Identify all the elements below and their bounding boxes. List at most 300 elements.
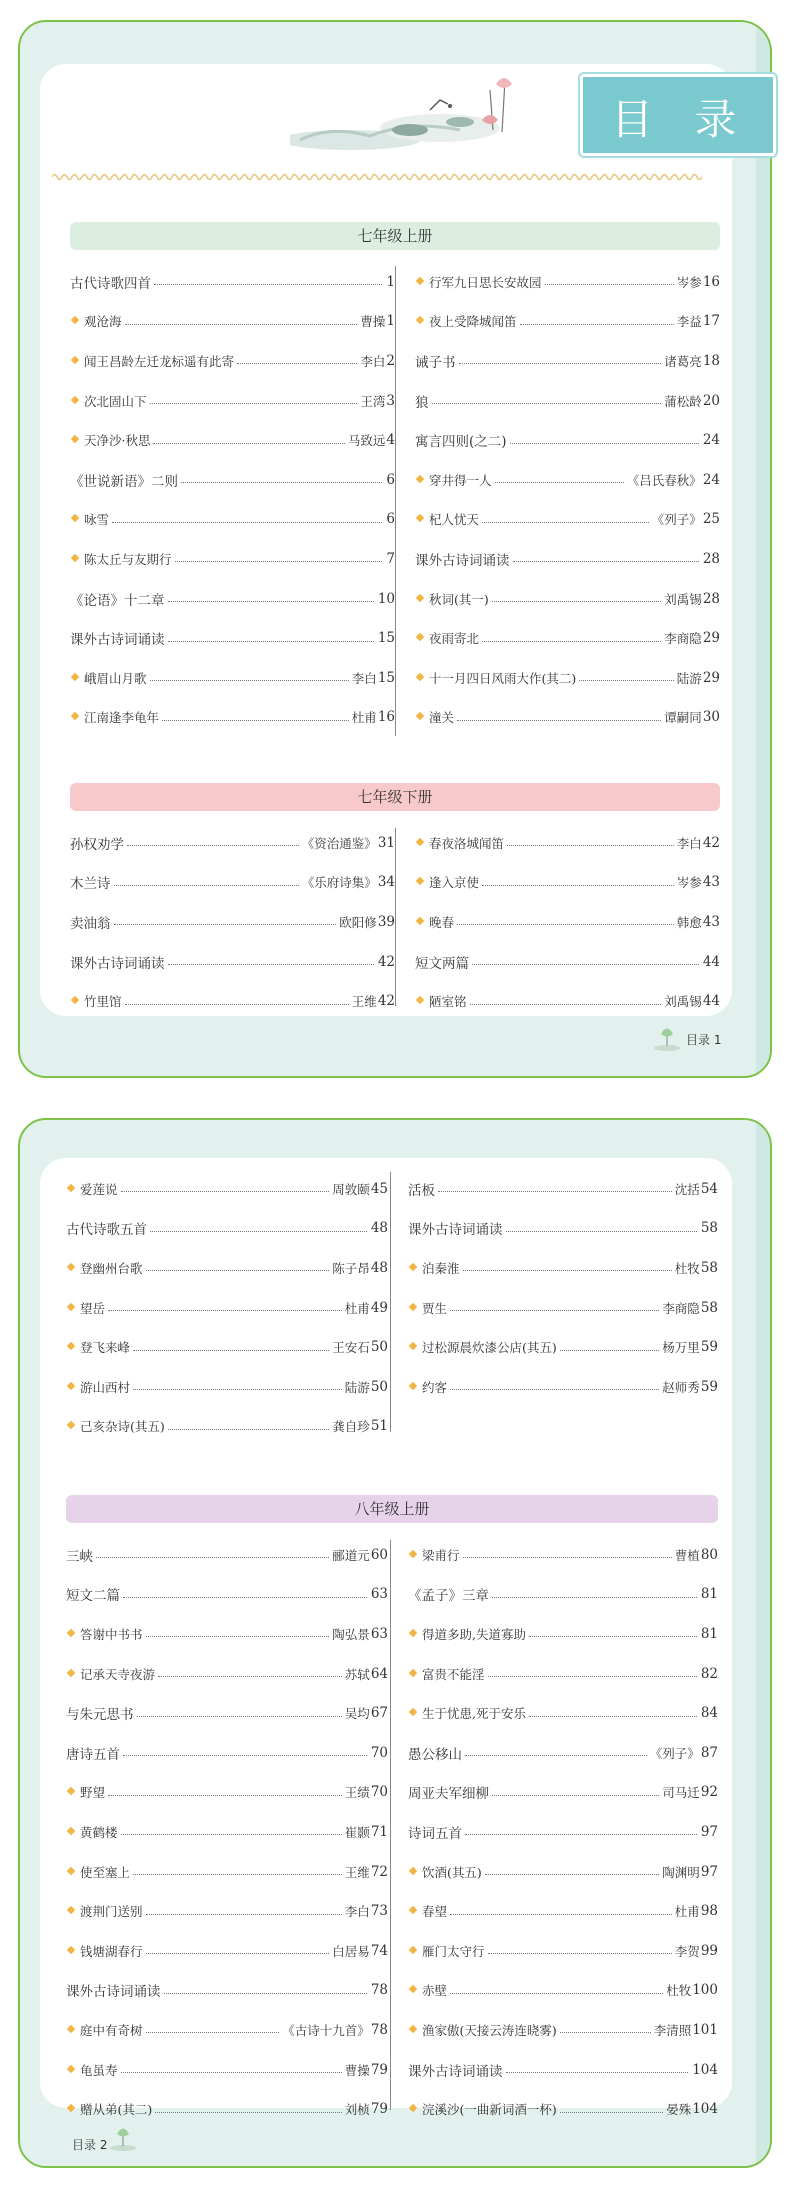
toc-entry[interactable]	[66, 1209, 388, 1249]
entry-page-number: 44	[702, 993, 720, 1010]
entry-title: 课外古诗词诵读	[415, 552, 510, 569]
toc-entry[interactable]	[66, 1327, 388, 1367]
entry-author: 龚自珍	[332, 1419, 370, 1435]
dot-leader	[133, 1350, 329, 1351]
toc-entry[interactable]	[415, 902, 720, 942]
dot-leader	[237, 363, 357, 364]
entry-title: 短文两篇	[415, 955, 469, 972]
entry-author: 李商隐	[662, 1300, 700, 1316]
entry-page-number: 71	[370, 1823, 388, 1840]
toc-entry[interactable]	[70, 902, 395, 942]
entry-author: 杨万里	[662, 1340, 700, 1356]
entry-page-number: 58	[700, 1299, 718, 1316]
toc-entry[interactable]	[70, 381, 395, 421]
dot-leader	[168, 601, 374, 602]
entry-title: 诗词五首	[408, 1825, 462, 1842]
section-band-grade7-vol1	[70, 222, 720, 250]
toc-entry[interactable]	[415, 618, 720, 658]
entry-title: 狼	[415, 394, 429, 411]
toc-entry[interactable]	[408, 1654, 718, 1694]
toc-entry[interactable]	[70, 500, 395, 540]
toc-entry[interactable]	[408, 1971, 718, 2011]
section-title: 八年级上册	[354, 1500, 430, 1518]
entry-title: 晚春	[429, 914, 455, 930]
entry-title: 渡荆门送别	[80, 1904, 143, 1920]
dot-leader	[560, 2032, 651, 2033]
entry-page-number: 98	[700, 1903, 718, 1920]
entry-author: 岑参	[676, 274, 702, 290]
lotus-ink-painting	[290, 70, 560, 160]
toc-entry[interactable]	[408, 1733, 718, 1773]
entry-page-number: 100	[692, 1982, 718, 1999]
dot-leader	[158, 1676, 342, 1677]
entry-title: 富贵不能淫	[422, 1666, 485, 1682]
entry-title: 己亥杂诗(其五)	[80, 1419, 165, 1435]
entry-title: 爱莲说	[80, 1181, 118, 1197]
entry-author: 杜甫	[351, 710, 377, 726]
entry-page-number: 17	[702, 313, 720, 330]
toc-entry[interactable]	[66, 1852, 388, 1892]
entry-title: 答谢中书书	[80, 1626, 143, 1642]
entry-page-number: 104	[692, 2101, 718, 2118]
entry-author: 杜牧	[666, 1983, 692, 1999]
toc-entry[interactable]	[70, 341, 395, 381]
toc-entry[interactable]	[408, 1575, 718, 1615]
entry-author: 陆游	[676, 670, 702, 686]
toc-entry[interactable]	[408, 2089, 718, 2129]
entry-page-number: 4	[386, 432, 395, 449]
dot-leader	[154, 284, 382, 285]
page-number-label: 目录 1	[686, 1033, 722, 1047]
entry-page-number: 16	[377, 709, 395, 726]
dot-leader	[181, 482, 382, 483]
toc-entry[interactable]	[408, 1812, 718, 1852]
entry-page-number: 42	[377, 953, 395, 970]
toc-entry[interactable]	[415, 500, 720, 540]
entry-page-number: 54	[700, 1180, 718, 1197]
toc-entry[interactable]	[70, 698, 395, 738]
entry-author: 《吕氏春秋》	[626, 472, 702, 488]
dot-leader	[121, 1834, 342, 1835]
dot-leader	[121, 2072, 342, 2073]
entry-author: 刘桢	[344, 2102, 370, 2118]
entry-title: 约客	[422, 1379, 448, 1395]
entry-page-number: 64	[370, 1665, 388, 1682]
toc-entry[interactable]	[66, 1575, 388, 1615]
entry-title: 天净沙·秋思	[84, 433, 151, 449]
entry-author: 李白	[676, 835, 702, 851]
entry-title: 贾生	[422, 1300, 448, 1316]
entry-page-number: 6	[386, 511, 395, 528]
entry-author: 陶弘景	[332, 1626, 370, 1642]
dot-leader	[510, 443, 699, 444]
toc-entry[interactable]	[415, 341, 720, 381]
entry-page-number: 60	[370, 1546, 388, 1563]
toc-column-left	[70, 262, 395, 737]
entry-page-number: 6	[386, 471, 395, 488]
toc-entry[interactable]	[66, 1288, 388, 1328]
entry-author: 郦道元	[332, 1547, 370, 1563]
entry-page-number: 25	[702, 511, 720, 528]
entry-title: 江南逢李龟年	[84, 710, 160, 726]
toc-entry[interactable]	[415, 658, 720, 698]
entry-page-number: 63	[370, 1625, 388, 1642]
entry-author: 陆游	[344, 1379, 370, 1395]
entry-page-number: 58	[700, 1220, 718, 1237]
dot-leader	[175, 561, 383, 562]
entry-page-number: 84	[700, 1705, 718, 1722]
dot-leader	[579, 680, 674, 681]
section-band-grade7-vol2	[70, 783, 720, 811]
toc-entry[interactable]	[408, 1209, 718, 1249]
toc-entry[interactable]	[66, 1535, 388, 1575]
entry-page-number: 58	[700, 1259, 718, 1276]
toc-entry[interactable]	[408, 1248, 718, 1288]
toc-entry[interactable]	[415, 302, 720, 342]
entry-title: 《孟子》三章	[408, 1588, 489, 1605]
dot-leader	[123, 1755, 367, 1756]
entry-page-number: 34	[377, 874, 395, 891]
entry-title: 梁甫行	[422, 1547, 460, 1563]
entry-page-number: 28	[702, 590, 720, 607]
toc-entry[interactable]	[408, 1614, 718, 1654]
entry-author: 李商隐	[664, 631, 702, 647]
entry-title: 游山西村	[80, 1379, 131, 1395]
entry-page-number: 2	[386, 352, 395, 369]
dot-leader	[470, 1004, 662, 1005]
entry-author: 岑参	[676, 875, 702, 891]
dot-leader	[150, 403, 358, 404]
entry-title: 竹里馆	[84, 994, 122, 1010]
entry-title: 唐诗五首	[66, 1746, 120, 1763]
dot-leader	[465, 1755, 647, 1756]
dot-leader	[137, 1716, 342, 1717]
toc-entry[interactable]	[415, 942, 720, 982]
entry-title: 古代诗歌五首	[66, 1222, 147, 1239]
entry-title: 龟虽寿	[80, 2062, 118, 2078]
entry-title: 观沧海	[84, 314, 122, 330]
toc-entry[interactable]	[408, 1535, 718, 1575]
dot-leader	[520, 324, 674, 325]
dot-leader	[168, 641, 374, 642]
entry-title: 课外古诗词诵读	[66, 1984, 161, 2001]
entry-page-number: 87	[700, 1744, 718, 1761]
entry-title: 潼关	[429, 710, 455, 726]
toc-entry[interactable]	[415, 539, 720, 579]
entry-page-number: 78	[370, 1982, 388, 1999]
dot-leader	[146, 2032, 280, 2033]
entry-author: 崔颢	[344, 1824, 370, 1840]
dot-leader	[485, 1874, 660, 1875]
entry-page-number: 97	[700, 1863, 718, 1880]
toc-entry[interactable]	[415, 981, 720, 1021]
toc-entry[interactable]	[66, 1773, 388, 1813]
toc-entry[interactable]	[70, 942, 395, 982]
dot-leader	[150, 1231, 367, 1232]
column-divider	[395, 828, 396, 1006]
entry-author: 王维	[351, 994, 377, 1010]
page-number-label: 目录 2	[72, 2138, 108, 2152]
entry-title: 课外古诗词诵读	[408, 2063, 503, 2080]
dot-leader	[108, 1310, 342, 1311]
dot-leader	[457, 924, 674, 925]
dot-leader	[133, 1874, 342, 1875]
entry-author: 诸葛亮	[664, 353, 702, 369]
toc-entry[interactable]	[415, 698, 720, 738]
entry-page-number: 29	[702, 630, 720, 647]
entry-page-number: 3	[386, 392, 395, 409]
dot-leader	[114, 885, 299, 886]
dot-leader	[560, 2112, 663, 2113]
toc-entry[interactable]	[66, 2089, 388, 2129]
entry-page-number: 44	[702, 953, 720, 970]
column-divider	[395, 266, 396, 736]
entry-author: 李益	[676, 314, 702, 330]
entry-author: 苏轼	[344, 1666, 370, 1682]
toc-entry[interactable]	[66, 1169, 388, 1209]
dot-leader	[450, 1389, 659, 1390]
dot-leader	[488, 1676, 697, 1677]
toc-entry[interactable]	[66, 1367, 388, 1407]
toc-entry[interactable]	[66, 1891, 388, 1931]
entry-page-number: 59	[700, 1339, 718, 1356]
entry-page-number: 59	[700, 1378, 718, 1395]
entry-page-number: 1	[386, 273, 395, 290]
toc-entry[interactable]	[415, 823, 720, 863]
entry-author: 《乐府诗集》	[301, 875, 377, 891]
toc-entry[interactable]	[408, 1169, 718, 1209]
dot-leader	[125, 324, 358, 325]
toc-entry[interactable]	[66, 1407, 388, 1447]
entry-title: 夜上受降城闻笛	[429, 314, 517, 330]
dot-leader	[463, 1270, 672, 1271]
entry-page-number: 42	[702, 834, 720, 851]
entry-page-number: 81	[700, 1625, 718, 1642]
dot-leader	[463, 1557, 672, 1558]
toc-entry[interactable]	[408, 1931, 718, 1971]
toc-entry[interactable]	[408, 2050, 718, 2090]
entry-title: 孙权劝学	[70, 836, 124, 853]
toc-entry[interactable]	[415, 863, 720, 903]
entry-page-number: 15	[377, 630, 395, 647]
toc-column-left	[70, 823, 395, 1021]
entry-title: 峨眉山月歌	[84, 670, 147, 686]
entry-title: 十一月四日风雨大作(其二)	[429, 670, 577, 686]
dot-leader	[153, 443, 344, 444]
entry-page-number: 10	[377, 590, 395, 607]
toc-entry[interactable]	[70, 618, 395, 658]
entry-author: 杜牧	[674, 1260, 700, 1276]
entry-page-number: 49	[370, 1299, 388, 1316]
toc-title: 目 录	[611, 95, 751, 144]
entry-title: 周亚夫军细柳	[408, 1786, 489, 1803]
toc-entry[interactable]	[70, 539, 395, 579]
toc-entry[interactable]	[415, 579, 720, 619]
toc-entry[interactable]	[70, 823, 395, 863]
entry-author: 陈子昂	[332, 1260, 370, 1276]
entry-page-number: 50	[370, 1378, 388, 1395]
entry-page-number: 81	[700, 1586, 718, 1603]
dot-leader	[506, 1231, 697, 1232]
entry-title: 杞人忧天	[429, 512, 480, 528]
dot-leader	[529, 1636, 697, 1637]
entry-title: 生于忧患,死于安乐	[422, 1706, 526, 1722]
entry-page-number: 63	[370, 1586, 388, 1603]
entry-title: 记承天寺夜游	[80, 1666, 156, 1682]
entry-page-number: 18	[702, 352, 720, 369]
toc-entry[interactable]	[415, 381, 720, 421]
toc-entry[interactable]	[70, 460, 395, 500]
entry-author: 《列子》	[651, 512, 702, 528]
toc-entry[interactable]	[70, 302, 395, 342]
entry-author: 赵师秀	[662, 1379, 700, 1395]
entry-page-number: 7	[386, 550, 395, 567]
entry-title: 野望	[80, 1785, 106, 1801]
entry-title: 逢入京使	[429, 875, 480, 891]
toc-entry[interactable]	[408, 1327, 718, 1367]
entry-title: 愚公移山	[408, 1746, 462, 1763]
toc-entry[interactable]	[408, 1288, 718, 1328]
entry-title: 咏雪	[84, 512, 110, 528]
entry-title: 行军九日思长安故园	[429, 274, 542, 290]
dot-leader	[150, 680, 349, 681]
toc-entry[interactable]	[408, 1852, 718, 1892]
entry-title: 过松源晨炊漆公店(其五)	[422, 1340, 557, 1356]
toc-entry[interactable]	[70, 420, 395, 460]
entry-title: 三峡	[66, 1548, 93, 1565]
entry-title: 活板	[408, 1182, 435, 1199]
entry-title: 木兰诗	[70, 876, 111, 893]
entry-title: 课外古诗词诵读	[408, 1222, 503, 1239]
entry-page-number: 97	[700, 1823, 718, 1840]
entry-title: 黄鹤楼	[80, 1824, 118, 1840]
entry-page-number: 1	[386, 313, 395, 330]
entry-author: 谭嗣同	[664, 710, 702, 726]
entry-author: 《古诗十九首》	[282, 2022, 370, 2038]
toc-column-right	[415, 823, 720, 1021]
toc-entry[interactable]	[70, 981, 395, 1021]
toc-column-right	[415, 262, 720, 737]
entry-page-number: 79	[370, 2061, 388, 2078]
toc-column-left	[66, 1169, 388, 1446]
entry-author: 《列子》	[649, 1745, 700, 1761]
toc-entry[interactable]	[415, 262, 720, 302]
entry-title: 陋室铭	[429, 994, 467, 1010]
toc-entry[interactable]	[66, 1654, 388, 1694]
entry-page-number: 15	[377, 669, 395, 686]
entry-title: 次北固山下	[84, 393, 147, 409]
toc-entry[interactable]	[70, 658, 395, 698]
entry-author: 李白	[360, 353, 386, 369]
section-band-grade8-vol1	[66, 1495, 718, 1523]
dot-leader	[482, 641, 661, 642]
toc-entry[interactable]	[70, 579, 395, 619]
entry-title: 诫子书	[415, 354, 456, 371]
toc-entry[interactable]	[415, 420, 720, 460]
entry-title: 使至塞上	[80, 1864, 131, 1880]
toc-entry[interactable]	[66, 1248, 388, 1288]
entry-author: 马致远	[347, 433, 386, 449]
dot-leader	[457, 720, 661, 721]
toc-entry[interactable]	[70, 262, 395, 302]
entry-author: 杜甫	[674, 1904, 700, 1920]
dot-leader	[168, 1429, 330, 1430]
entry-page-number: 30	[702, 709, 720, 726]
lotus-icon	[108, 2124, 138, 2154]
entry-page-number: 43	[702, 874, 720, 891]
entry-title: 穿井得一人	[429, 472, 492, 488]
toc-entry[interactable]	[408, 1891, 718, 1931]
toc-entry[interactable]	[408, 1693, 718, 1733]
entry-page-number: 99	[700, 1942, 718, 1959]
entry-title: 课外古诗词诵读	[70, 632, 165, 649]
column-divider	[390, 1540, 391, 2110]
toc-entry[interactable]	[415, 460, 720, 500]
entry-author: 王湾	[360, 393, 386, 409]
dot-leader	[133, 1389, 342, 1390]
entry-title: 泊秦淮	[422, 1260, 460, 1276]
entry-author: 李贺	[674, 1943, 700, 1959]
entry-page-number: 24	[702, 432, 720, 449]
toc-entry[interactable]	[66, 1614, 388, 1654]
dot-leader	[146, 1270, 330, 1271]
toc-entry[interactable]	[66, 1931, 388, 1971]
dot-leader	[146, 1914, 342, 1915]
dot-leader	[560, 1350, 660, 1351]
dot-leader	[513, 561, 699, 562]
entry-page-number: 24	[702, 471, 720, 488]
entry-page-number: 78	[370, 2021, 388, 2038]
toc-entry[interactable]	[66, 1733, 388, 1773]
entry-author: 白居易	[332, 1943, 370, 1959]
dot-leader	[495, 482, 624, 483]
dot-leader	[432, 403, 662, 404]
entry-author: 司马迁	[662, 1785, 700, 1801]
toc-entry[interactable]	[408, 1367, 718, 1407]
dot-leader	[465, 1834, 697, 1835]
toc-entry[interactable]	[408, 2010, 718, 2050]
toc-column-right	[408, 1169, 718, 1407]
toc-entry[interactable]	[66, 1693, 388, 1733]
entry-author: 王绩	[344, 1785, 370, 1801]
dot-leader	[492, 1795, 659, 1796]
entry-page-number: 42	[377, 993, 395, 1010]
toc-entry[interactable]	[408, 1773, 718, 1813]
section-title: 七年级上册	[357, 227, 433, 245]
toc-column-right	[408, 1535, 718, 2129]
entry-author: 《资治通鉴》	[301, 835, 377, 851]
dot-leader	[472, 964, 699, 965]
toc-entry[interactable]	[70, 863, 395, 903]
entry-page-number: 29	[702, 669, 720, 686]
entry-page-number: 104	[692, 2061, 718, 2078]
entry-page-number: 31	[377, 834, 395, 851]
entry-title: 《论语》十二章	[70, 592, 165, 609]
entry-title: 短文二篇	[66, 1588, 120, 1605]
entry-title: 寓言四则(之二)	[415, 434, 507, 451]
toc-entry[interactable]	[66, 2050, 388, 2090]
toc-entry[interactable]	[66, 1812, 388, 1852]
entry-page-number: 101	[692, 2021, 718, 2038]
entry-page-number: 45	[370, 1180, 388, 1197]
entry-page-number: 48	[370, 1259, 388, 1276]
toc-entry[interactable]	[66, 1971, 388, 2011]
toc-entry[interactable]	[66, 2010, 388, 2050]
dot-leader	[125, 1004, 349, 1005]
entry-page-number: 70	[370, 1784, 388, 1801]
entry-author: 陶渊明	[662, 1864, 700, 1880]
entry-title: 雁门太守行	[422, 1943, 485, 1959]
